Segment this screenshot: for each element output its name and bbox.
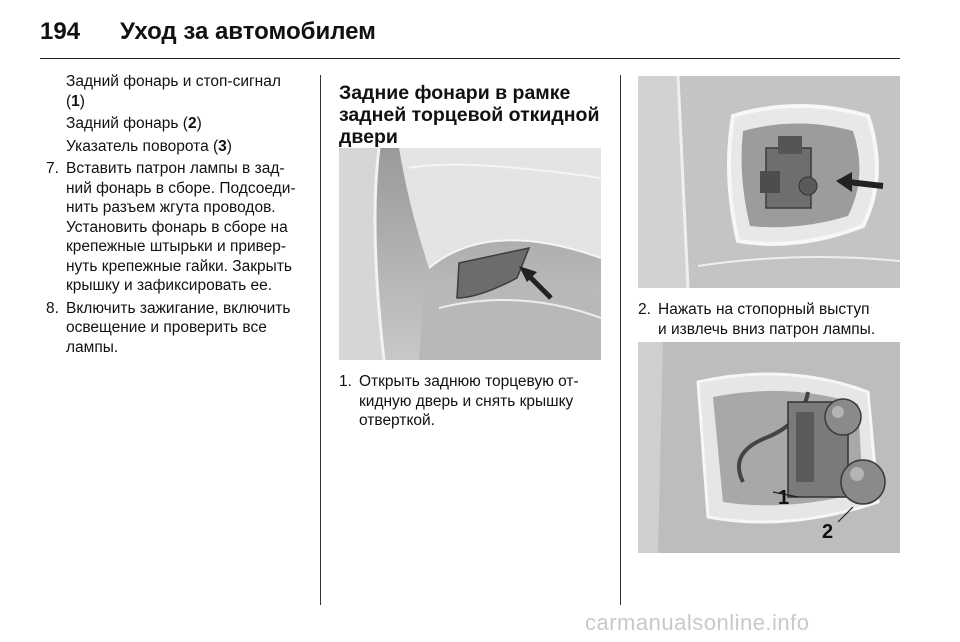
step-2-line: и извлечь вниз патрон лампы. [658, 320, 876, 338]
figure-lamp-holder-bulbs [638, 342, 900, 553]
header-divider [40, 58, 900, 59]
step-7-line: нуть крепежные гайки. Закрыть [66, 257, 292, 275]
step-2-number: 2. [638, 301, 651, 318]
step-7 [46, 159, 314, 296]
callout-1: 1 [778, 487, 790, 509]
bulb-number-2: 2 [187, 115, 197, 132]
step-7-line: ний фонарь в сборе. Подсоеди- [66, 179, 296, 197]
step-1-line: отверткой. [359, 412, 435, 429]
column-1 [46, 72, 314, 360]
bulb-item-2-text: Задний фонарь ( [66, 115, 188, 132]
paren-close: ) [79, 92, 85, 110]
page-header [40, 18, 900, 48]
column-2-steps [339, 372, 604, 434]
bulb-item-1 [46, 72, 314, 111]
step-8 [46, 299, 314, 358]
bulb-number-1: 1 [71, 92, 80, 110]
section-title: Уход за автомобилем [120, 18, 376, 45]
column-divider-1 [320, 75, 321, 605]
bulb-item-3 [46, 137, 314, 157]
step-2-line: Нажать на стопорный выступ [658, 301, 870, 318]
watermark: carmanualsonline.info [585, 610, 810, 635]
step-8-line: освещение и проверить все [66, 319, 267, 336]
step-8-number: 8. [46, 299, 59, 317]
heading-line: двери [339, 126, 398, 148]
step-7-number: 7. [46, 160, 59, 177]
step-7-line: Установить фонарь в сборе на [66, 218, 288, 236]
paren-close: ) [226, 137, 232, 155]
step-7-line: Вставить патрон лампы в зад- [66, 160, 285, 177]
step-2 [638, 300, 900, 339]
callout-2: 2 [822, 521, 834, 543]
step-8-line: Включить зажигание, включить [66, 299, 291, 317]
bulb-item-1-text: Задний фонарь и стоп-сигнал [66, 73, 281, 90]
figure-lamp-holder-release [638, 76, 900, 288]
step-1-line: кидную дверь и снять крышку [359, 392, 574, 410]
step-7-line: нить разъем жгута проводов. [66, 199, 276, 216]
step-1-line: Открыть заднюю торцевую от- [359, 373, 579, 390]
column-3-steps [638, 300, 900, 342]
column-divider-2 [620, 75, 621, 605]
step-1 [339, 372, 604, 431]
step-1-number: 1. [339, 373, 352, 390]
bulb-item-3-text: Указатель поворота ( [66, 137, 219, 155]
section-heading [339, 82, 604, 148]
paren-open: ( [66, 92, 72, 110]
paren-close: ) [196, 115, 202, 132]
step-7-line: крышку и зафиксировать ее. [66, 277, 273, 294]
column-2 [339, 82, 604, 148]
heading-line: Задние фонари в рамке [339, 82, 571, 104]
bulb-number-3: 3 [218, 137, 227, 155]
step-8-line: лампы. [66, 338, 119, 356]
page-number: 194 [40, 18, 81, 45]
heading-line: задней торцевой откидной [339, 104, 600, 126]
figure-tailgate-cover [339, 148, 601, 360]
step-7-line: крепежные штырьки и привер- [66, 238, 287, 255]
bulb-item-2 [46, 114, 314, 134]
